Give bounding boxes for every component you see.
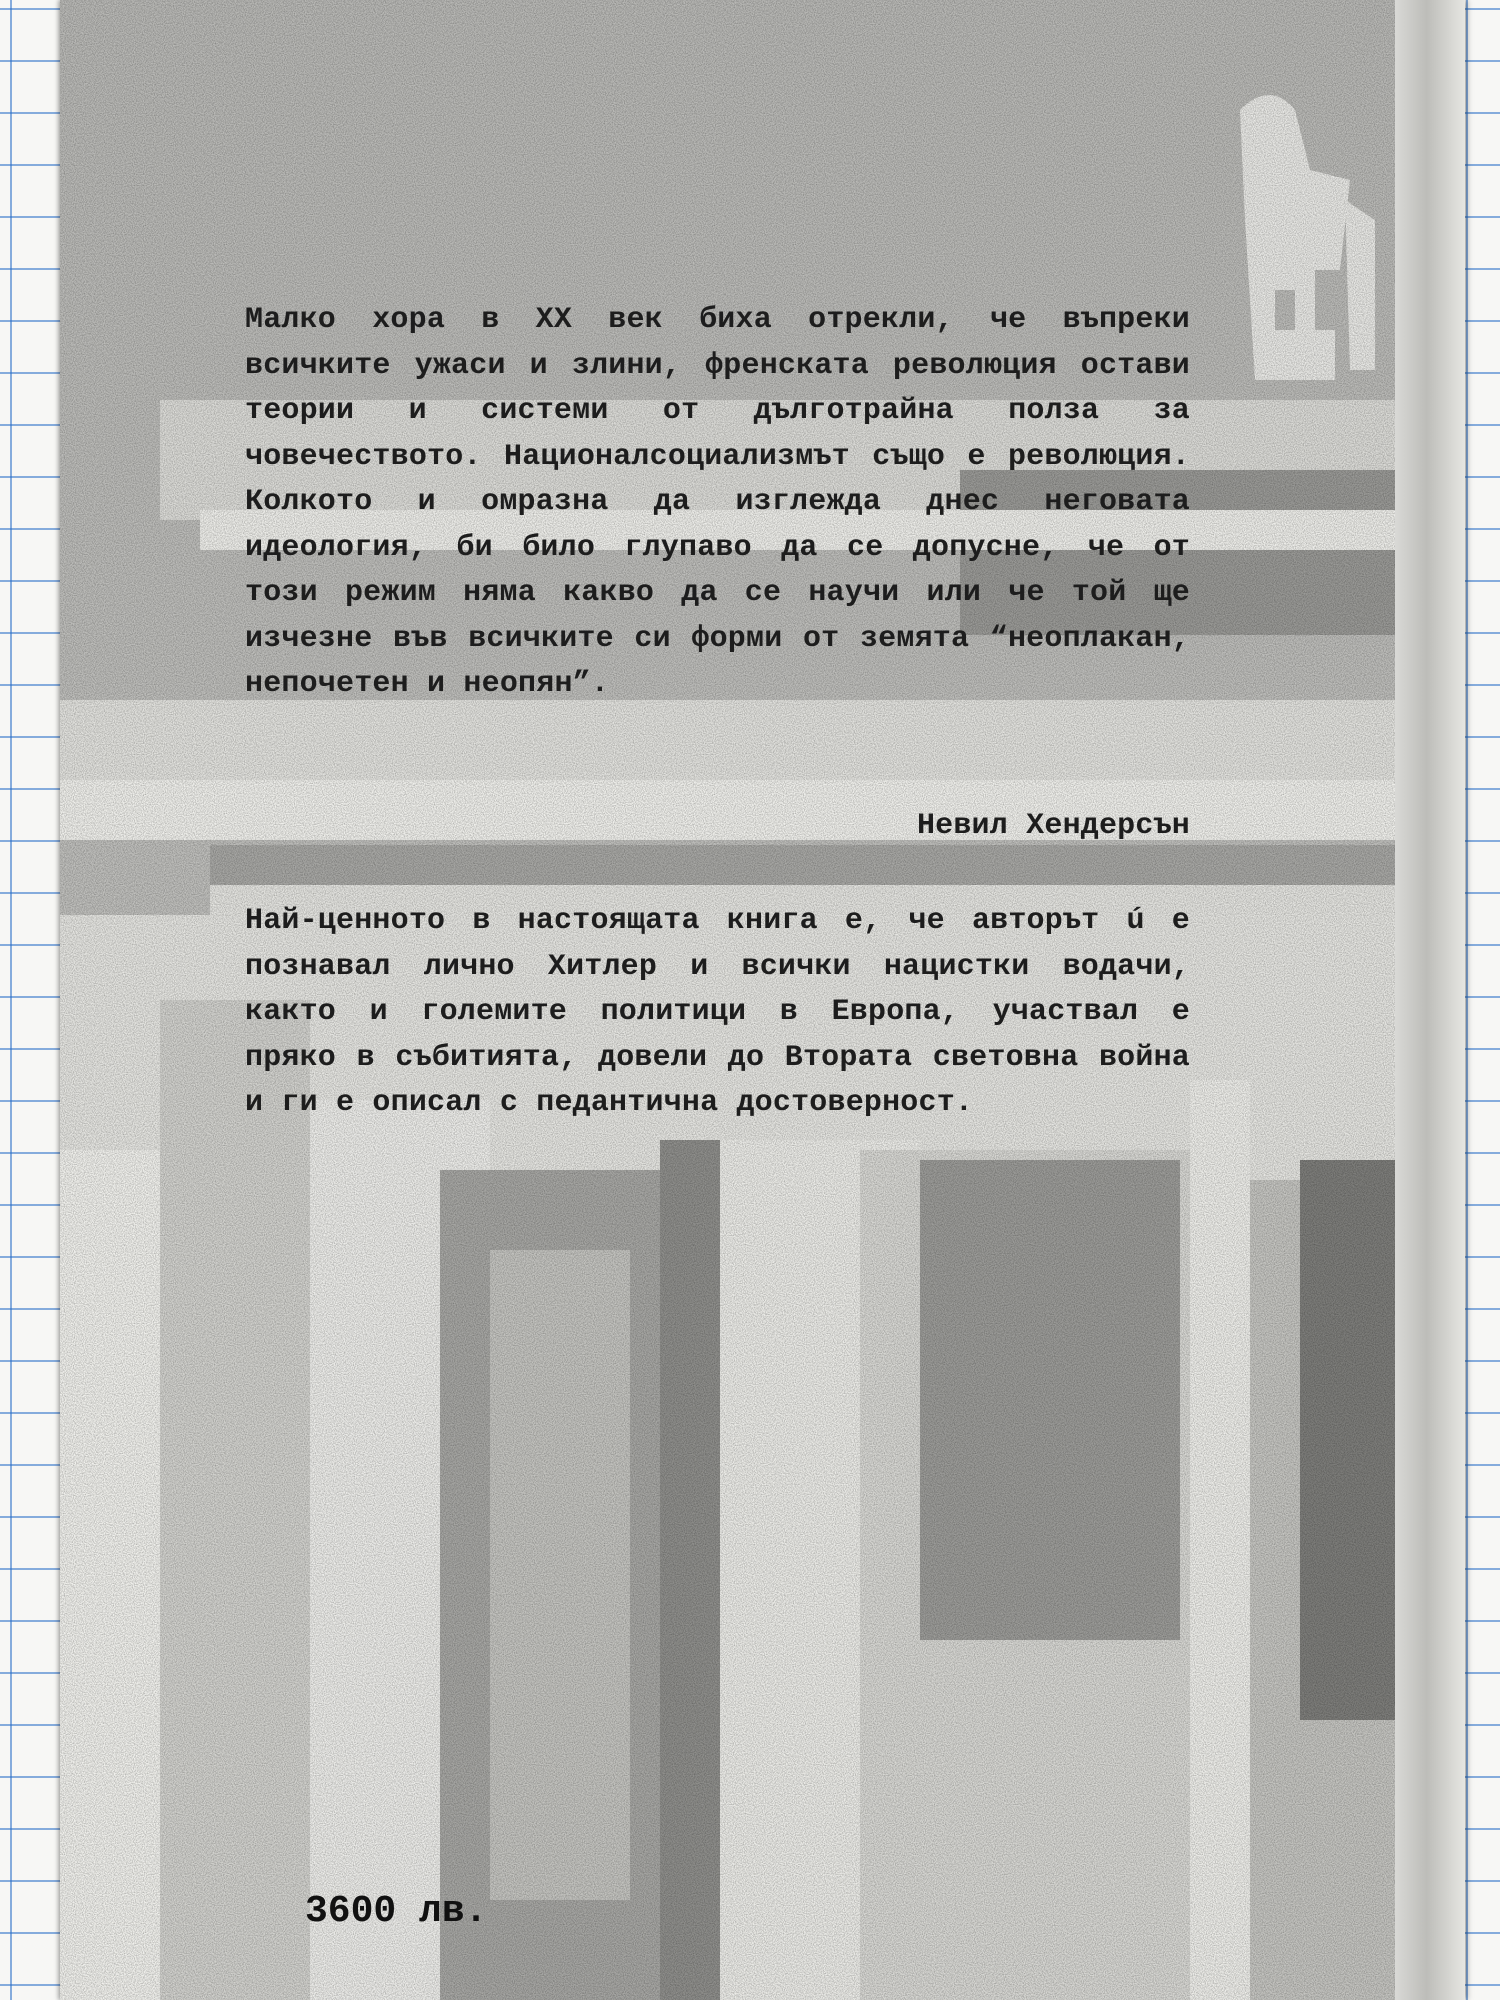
quote-author: Невил Хендерсън <box>916 809 1190 843</box>
book-back-cover <box>60 0 1465 2000</box>
quote-paragraph: Малко хора в XX век биха отрекли, че въпреки всичките ужаси и злини, френската революция остави теории и системи от дълготрайна полза за човечеството. Националсоциализмът също е революция. Колкото и омразна да изглежда днес неговата идеология, би било глупаво да се допусне, че от този режим няма какво да се научи или че той ще изчезне във всичките си форми от земята “неоплакан, непочетен и неопян”. <box>245 303 1190 701</box>
book-page-edge <box>1395 0 1465 2000</box>
price-label: 3600 лв. <box>305 1890 488 1933</box>
book-description: Най-ценното в настоящата книга е, че авторът ú е познавал лично Хитлер и всички нацистки водачи, както и големите политици в Европа, участвал е пряко в събитията, довели до Втората световна война и ги е описал с педантична достоверност. <box>245 904 1190 1120</box>
